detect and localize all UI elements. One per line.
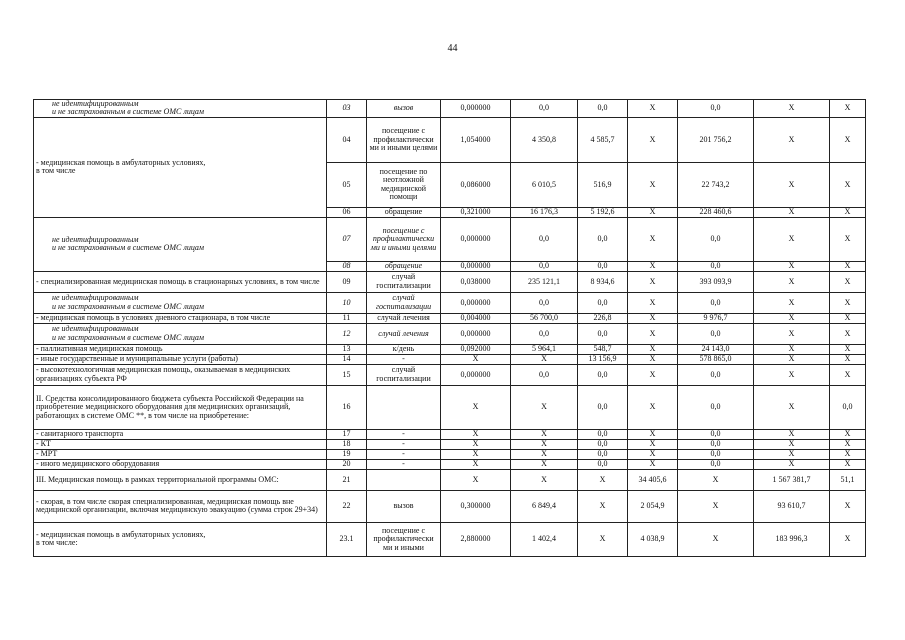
percent-cell: X <box>830 522 866 556</box>
budget-per-capita-cell: 0,0 <box>578 100 628 118</box>
oms-total-cell: X <box>754 271 830 292</box>
oms-per-capita-cell: X <box>628 385 678 429</box>
row-description-cell: не идентифицированным и не застрахованным в системе ОМС лицам <box>34 292 327 313</box>
oms-per-capita-cell: X <box>628 207 678 217</box>
unit-cell: случай госпитализации <box>367 364 441 385</box>
page-number: 44 <box>447 43 458 54</box>
volume-norm-cell: X <box>441 449 511 459</box>
budget-total-cell: 0,0 <box>678 217 754 261</box>
table-row <box>34 522 866 556</box>
table-row <box>34 344 866 354</box>
table-row <box>34 217 866 261</box>
budget-per-capita-cell: X <box>578 490 628 522</box>
percent-cell: X <box>830 207 866 217</box>
percent-cell: 51,1 <box>830 469 866 490</box>
percent-cell: X <box>830 459 866 469</box>
budget-total-cell: 0,0 <box>678 385 754 429</box>
row-description-cell: - МРТ <box>34 449 327 459</box>
cost-norm-cell: 5 964,1 <box>511 344 578 354</box>
cost-norm-cell: X <box>511 429 578 439</box>
row-code-cell: 13 <box>327 344 367 354</box>
oms-total-cell: X <box>754 439 830 449</box>
table-row <box>34 323 866 344</box>
budget-total-cell: X <box>678 522 754 556</box>
budget-total-cell: 393 093,9 <box>678 271 754 292</box>
row-code-cell: 07 <box>327 217 367 261</box>
unit-cell: к/день <box>367 344 441 354</box>
budget-total-cell: X <box>678 469 754 490</box>
unit-cell: - <box>367 439 441 449</box>
table-row <box>34 429 866 439</box>
row-code-cell: 09 <box>327 271 367 292</box>
cost-norm-cell: 0,0 <box>511 292 578 313</box>
row-code-cell: 20 <box>327 459 367 469</box>
cost-norm-cell: 6 849,4 <box>511 490 578 522</box>
unit-cell: обращение <box>367 261 441 271</box>
volume-norm-cell: 0,300000 <box>441 490 511 522</box>
row-description-cell: - иного медицинского оборудования <box>34 459 327 469</box>
budget-per-capita-cell: 0,0 <box>578 261 628 271</box>
table-row <box>34 313 866 323</box>
row-code-cell: 17 <box>327 429 367 439</box>
oms-per-capita-cell: X <box>628 100 678 118</box>
row-description-cell: - высокотехнологичная медицинская помощь, оказываемая в медицинских организациях субъекта РФ <box>34 364 327 385</box>
row-description-cell: не идентифицированным и не застрахованным в системе ОМС лицам <box>34 217 327 271</box>
row-code-cell: 04 <box>327 117 367 162</box>
table-row <box>34 385 866 429</box>
unit-cell: посещение с профилактически ми и иными <box>367 522 441 556</box>
budget-total-cell: 228 460,6 <box>678 207 754 217</box>
table-row <box>34 439 866 449</box>
budget-total-cell: 0,0 <box>678 292 754 313</box>
percent-cell: X <box>830 323 866 344</box>
budget-per-capita-cell: X <box>578 469 628 490</box>
budget-per-capita-cell: 8 934,6 <box>578 271 628 292</box>
unit-cell: случай госпитализации <box>367 271 441 292</box>
unit-cell: обращение <box>367 207 441 217</box>
volume-norm-cell: 0,000000 <box>441 100 511 118</box>
oms-total-cell: X <box>754 292 830 313</box>
budget-per-capita-cell: 0,0 <box>578 385 628 429</box>
volume-norm-cell: 1,054000 <box>441 117 511 162</box>
table-row <box>34 354 866 364</box>
budget-per-capita-cell: 0,0 <box>578 364 628 385</box>
cost-norm-cell: 0,0 <box>511 323 578 344</box>
row-description-cell: не идентифицированным и не застрахованным в системе ОМС лицам <box>34 100 327 118</box>
cost-norm-cell: 4 350,8 <box>511 117 578 162</box>
row-description-cell: - медицинская помощь в условиях дневного стационара, в том числе <box>34 313 327 323</box>
volume-norm-cell: X <box>441 429 511 439</box>
oms-per-capita-cell: X <box>628 271 678 292</box>
table-row <box>34 271 866 292</box>
cost-norm-cell: 0,0 <box>511 261 578 271</box>
volume-norm-cell: 0,000000 <box>441 323 511 344</box>
oms-per-capita-cell: X <box>628 459 678 469</box>
oms-per-capita-cell: X <box>628 354 678 364</box>
budget-total-cell: 0,0 <box>678 439 754 449</box>
volume-norm-cell: 0,000000 <box>441 217 511 261</box>
row-code-cell: 22 <box>327 490 367 522</box>
unit-cell: посещение по неотложной медицинской помощи <box>367 162 441 207</box>
volume-norm-cell: X <box>441 469 511 490</box>
oms-total-cell: X <box>754 354 830 364</box>
cost-norm-cell: 0,0 <box>511 217 578 261</box>
percent-cell: X <box>830 449 866 459</box>
percent-cell: X <box>830 261 866 271</box>
cost-norm-cell: 56 700,0 <box>511 313 578 323</box>
row-code-cell: 03 <box>327 100 367 118</box>
cost-norm-cell: 1 402,4 <box>511 522 578 556</box>
cost-norm-cell: 16 176,3 <box>511 207 578 217</box>
oms-per-capita-cell: X <box>628 217 678 261</box>
cost-norm-cell: X <box>511 354 578 364</box>
row-code-cell: 18 <box>327 439 367 449</box>
row-description-cell: - иные государственные и муниципальные услуги (работы) <box>34 354 327 364</box>
row-description-cell: - медицинская помощь в амбулаторных условиях, в том числе <box>34 117 327 217</box>
budget-per-capita-cell: 516,9 <box>578 162 628 207</box>
oms-total-cell: X <box>754 313 830 323</box>
budget-total-cell: X <box>678 490 754 522</box>
budget-per-capita-cell: 13 156,9 <box>578 354 628 364</box>
oms-per-capita-cell: X <box>628 313 678 323</box>
row-code-cell: 21 <box>327 469 367 490</box>
budget-total-cell: 578 865,0 <box>678 354 754 364</box>
budget-per-capita-cell: 0,0 <box>578 217 628 261</box>
table-row <box>34 292 866 313</box>
oms-per-capita-cell: X <box>628 292 678 313</box>
unit-cell: случай госпитализации <box>367 292 441 313</box>
budget-per-capita-cell: 0,0 <box>578 429 628 439</box>
row-code-cell: 11 <box>327 313 367 323</box>
percent-cell: X <box>830 162 866 207</box>
volume-norm-cell: 0,000000 <box>441 261 511 271</box>
volume-norm-cell: 2,880000 <box>441 522 511 556</box>
oms-per-capita-cell: 4 038,9 <box>628 522 678 556</box>
budget-per-capita-cell: 0,0 <box>578 292 628 313</box>
row-description-cell: - паллиативная медицинская помощь <box>34 344 327 354</box>
table-row <box>34 459 866 469</box>
unit-cell: случай лечения <box>367 313 441 323</box>
row-description-cell: не идентифицированным и не застрахованным в системе ОМС лицам <box>34 323 327 344</box>
oms-total-cell: 183 996,3 <box>754 522 830 556</box>
volume-norm-cell: X <box>441 439 511 449</box>
oms-per-capita-cell: X <box>628 344 678 354</box>
unit-cell: посещение с профилактически ми и иными целями <box>367 217 441 261</box>
table-row <box>34 117 866 162</box>
row-description-cell: III. Медицинская помощь в рамках территориальной программы ОМС: <box>34 469 327 490</box>
oms-per-capita-cell: X <box>628 439 678 449</box>
table-row <box>34 364 866 385</box>
budget-per-capita-cell: 0,0 <box>578 459 628 469</box>
volume-norm-cell: 0,004000 <box>441 313 511 323</box>
oms-total-cell: X <box>754 323 830 344</box>
volume-norm-cell: 0,038000 <box>441 271 511 292</box>
unit-cell <box>367 469 441 490</box>
percent-cell: X <box>830 439 866 449</box>
row-description-cell: - санитарного транспорта <box>34 429 327 439</box>
budget-per-capita-cell: 548,7 <box>578 344 628 354</box>
volume-norm-cell: 0,000000 <box>441 364 511 385</box>
row-description-cell: - КТ <box>34 439 327 449</box>
percent-cell: X <box>830 271 866 292</box>
unit-cell: - <box>367 459 441 469</box>
percent-cell: X <box>830 100 866 118</box>
row-description-cell: - специализированная медицинская помощь в стационарных условиях, в том числе <box>34 271 327 292</box>
budget-total-cell: 0,0 <box>678 100 754 118</box>
oms-total-cell: 1 567 381,7 <box>754 469 830 490</box>
oms-total-cell: X <box>754 207 830 217</box>
table-body <box>34 100 866 557</box>
budget-per-capita-cell: 4 585,7 <box>578 117 628 162</box>
row-description-cell: - медицинская помощь в амбулаторных условиях, в том числе: <box>34 522 327 556</box>
table-row <box>34 490 866 522</box>
percent-cell: X <box>830 490 866 522</box>
percent-cell: X <box>830 292 866 313</box>
budget-per-capita-cell: 226,8 <box>578 313 628 323</box>
row-code-cell: 08 <box>327 261 367 271</box>
oms-total-cell: X <box>754 364 830 385</box>
volume-norm-cell: X <box>441 459 511 469</box>
row-description-cell: II. Средства консолидированного бюджета субъекта Российской Федерации на приобретение медицинского оборудования для медицинских организаций, работающих в системе ОМС **, в том числе на приобретение: <box>34 385 327 429</box>
cost-norm-cell: 235 121,1 <box>511 271 578 292</box>
volume-norm-cell: X <box>441 354 511 364</box>
unit-cell: - <box>367 449 441 459</box>
percent-cell: X <box>830 313 866 323</box>
budget-total-cell: 0,0 <box>678 459 754 469</box>
percent-cell: X <box>830 344 866 354</box>
budget-per-capita-cell: X <box>578 522 628 556</box>
percent-cell: X <box>830 117 866 162</box>
oms-total-cell: X <box>754 100 830 118</box>
budget-per-capita-cell: 0,0 <box>578 323 628 344</box>
oms-total-cell: X <box>754 344 830 354</box>
oms-per-capita-cell: 34 405,6 <box>628 469 678 490</box>
oms-per-capita-cell: X <box>628 323 678 344</box>
oms-per-capita-cell: 2 054,9 <box>628 490 678 522</box>
percent-cell: X <box>830 429 866 439</box>
budget-total-cell: 0,0 <box>678 364 754 385</box>
percent-cell: X <box>830 364 866 385</box>
row-code-cell: 06 <box>327 207 367 217</box>
row-description-cell: - скорая, в том числе скорая специализированная, медицинская помощь вне медицинской организации, включая медицинскую эвакуацию (сумма строк 29+34) <box>34 490 327 522</box>
tariff-table <box>33 99 866 557</box>
unit-cell: - <box>367 429 441 439</box>
budget-per-capita-cell: 0,0 <box>578 439 628 449</box>
oms-total-cell: X <box>754 385 830 429</box>
cost-norm-cell: 0,0 <box>511 364 578 385</box>
oms-total-cell: X <box>754 162 830 207</box>
unit-cell: посещение с профилактически ми и иными целями <box>367 117 441 162</box>
cost-norm-cell: X <box>511 459 578 469</box>
row-code-cell: 16 <box>327 385 367 429</box>
volume-norm-cell: 0,092000 <box>441 344 511 354</box>
cost-norm-cell: X <box>511 439 578 449</box>
budget-total-cell: 9 976,7 <box>678 313 754 323</box>
unit-cell: - <box>367 354 441 364</box>
volume-norm-cell: 0,000000 <box>441 292 511 313</box>
oms-per-capita-cell: X <box>628 364 678 385</box>
budget-total-cell: 0,0 <box>678 261 754 271</box>
row-code-cell: 19 <box>327 449 367 459</box>
table-row <box>34 449 866 459</box>
percent-cell: X <box>830 217 866 261</box>
cost-norm-cell: X <box>511 385 578 429</box>
table-row <box>34 100 866 118</box>
row-code-cell: 14 <box>327 354 367 364</box>
unit-cell: вызов <box>367 100 441 118</box>
cost-norm-cell: X <box>511 449 578 459</box>
table-row <box>34 469 866 490</box>
row-code-cell: 12 <box>327 323 367 344</box>
oms-total-cell: X <box>754 459 830 469</box>
cost-norm-cell: 0,0 <box>511 100 578 118</box>
budget-total-cell: 0,0 <box>678 323 754 344</box>
unit-cell: вызов <box>367 490 441 522</box>
budget-total-cell: 0,0 <box>678 429 754 439</box>
oms-per-capita-cell: X <box>628 162 678 207</box>
row-code-cell: 10 <box>327 292 367 313</box>
unit-cell <box>367 385 441 429</box>
oms-per-capita-cell: X <box>628 449 678 459</box>
oms-total-cell: X <box>754 429 830 439</box>
oms-total-cell: X <box>754 449 830 459</box>
volume-norm-cell: X <box>441 385 511 429</box>
unit-cell: случай лечения <box>367 323 441 344</box>
row-code-cell: 23.1 <box>327 522 367 556</box>
budget-total-cell: 201 756,2 <box>678 117 754 162</box>
cost-norm-cell: 6 010,5 <box>511 162 578 207</box>
oms-per-capita-cell: X <box>628 261 678 271</box>
oms-per-capita-cell: X <box>628 429 678 439</box>
budget-total-cell: 0,0 <box>678 449 754 459</box>
oms-total-cell: X <box>754 261 830 271</box>
volume-norm-cell: 0,086000 <box>441 162 511 207</box>
budget-per-capita-cell: 0,0 <box>578 449 628 459</box>
row-code-cell: 05 <box>327 162 367 207</box>
oms-total-cell: 93 610,7 <box>754 490 830 522</box>
oms-total-cell: X <box>754 217 830 261</box>
budget-total-cell: 24 143,0 <box>678 344 754 354</box>
percent-cell: X <box>830 354 866 364</box>
oms-total-cell: X <box>754 117 830 162</box>
percent-cell: 0,0 <box>830 385 866 429</box>
oms-per-capita-cell: X <box>628 117 678 162</box>
row-code-cell: 15 <box>327 364 367 385</box>
volume-norm-cell: 0,321000 <box>441 207 511 217</box>
cost-norm-cell: X <box>511 469 578 490</box>
budget-total-cell: 22 743,2 <box>678 162 754 207</box>
budget-per-capita-cell: 5 192,6 <box>578 207 628 217</box>
